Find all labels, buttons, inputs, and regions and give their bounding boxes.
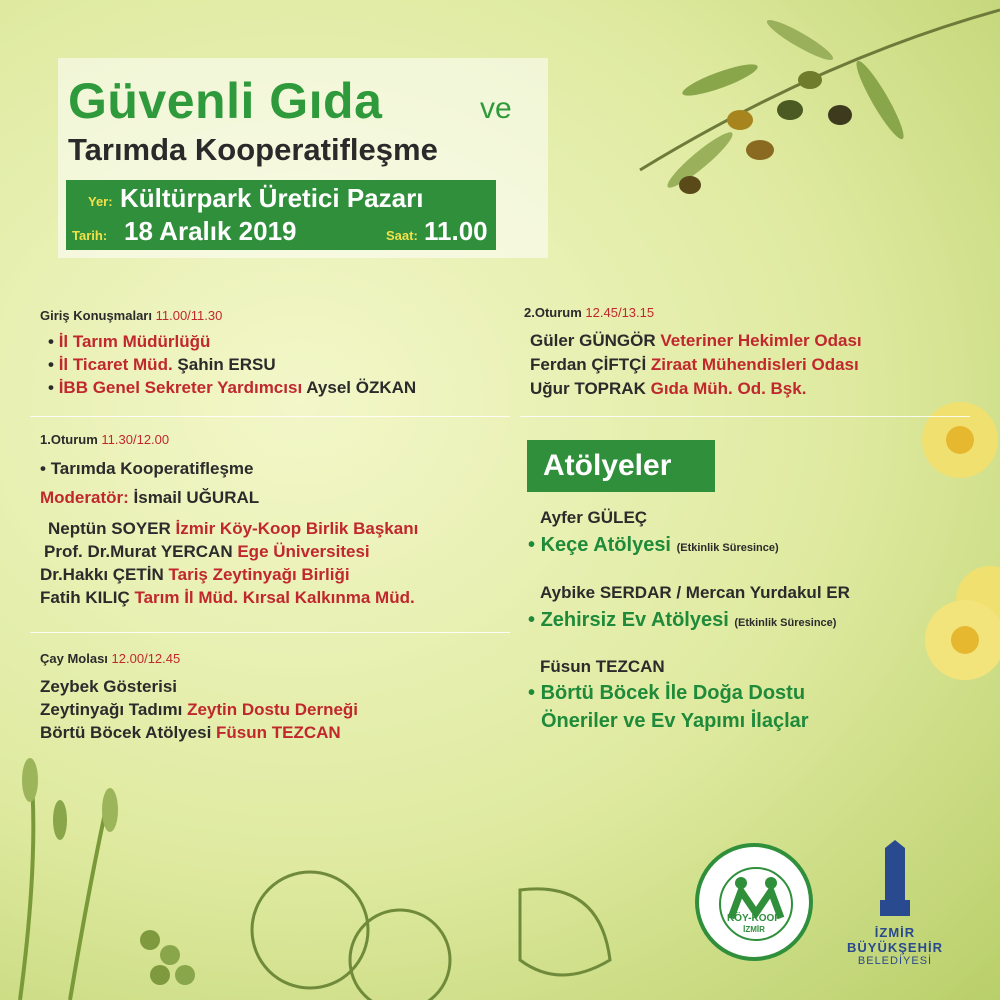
speaker-name: Güler GÜNGÖR	[530, 331, 656, 350]
workshop-item: • Börtü Böcek İle Doğa Dostu	[528, 682, 806, 704]
cay-section-title	[40, 651, 180, 666]
time-label: Saat:	[386, 228, 418, 243]
giris-item: • İBB Genel Sekreter Yardımcısı Aysel ÖZKAN	[48, 378, 417, 397]
orange-fruit-icon	[252, 872, 610, 1000]
ibb-logo	[840, 840, 950, 980]
event-title-conjunction: ve	[480, 92, 512, 125]
cay-item	[40, 699, 358, 720]
speaker-org: Veteriner Hekimler Odası	[660, 331, 862, 350]
workshop-item: • Keçe Atölyesi (Etkinlik Süresince)	[528, 534, 779, 556]
moderator-label: Moderatör:	[40, 488, 129, 507]
event-title: Güvenli Gıda	[68, 73, 383, 129]
oturum2-title: 2.Oturum	[524, 305, 582, 320]
place-label: Yer:	[88, 194, 113, 209]
oturum1-title: 1.Oturum	[40, 432, 98, 447]
olive-branch-icon	[640, 10, 1000, 194]
divider	[520, 416, 970, 417]
oturum1-topic-text: Tarımda Kooperatifleşme	[50, 459, 254, 478]
oturum2-speaker	[530, 330, 862, 351]
oturum1-section-title	[40, 432, 169, 447]
date-value: 18 Aralık 2019	[124, 216, 297, 246]
date-label: Tarih:	[72, 228, 108, 243]
event-info-box	[66, 180, 496, 250]
oturum1-time: 11.30/12.00	[101, 432, 170, 447]
time-value: 11.00	[424, 216, 488, 246]
giris-item-org: İBB Genel Sekreter Yardımcısı	[58, 378, 303, 397]
giris-title: Giriş Konuşmaları	[40, 308, 152, 323]
speaker-org: Ege Üniversitesi	[237, 542, 370, 561]
oturum2-speaker	[530, 378, 806, 399]
giris-item: • İl Tarım Müdürlüğü	[48, 332, 211, 351]
oturum2-section-title	[524, 305, 654, 320]
workshop-note: (Etkinlik Süresince)	[734, 617, 837, 629]
giris-time: 11.00/11.30	[155, 308, 223, 323]
koy-koop-logo-text	[699, 913, 809, 935]
giris-item-person: Aysel ÖZKAN	[306, 378, 417, 397]
workshop-item-continued: Öneriler ve Ev Yapımı İlaçlar	[541, 710, 809, 732]
workshop-item: • Zehirsiz Ev Atölyesi (Etkinlik Süresince)	[528, 609, 837, 631]
speaker-line	[40, 564, 350, 585]
cay-item-activity: Zeytinyağı Tadımı	[40, 700, 183, 719]
cay-item-activity: Börtü Böcek Atölyesi	[40, 723, 212, 742]
divider	[30, 416, 510, 417]
ibb-line3: BELEDİYESİ	[857, 955, 933, 967]
speaker-org: Gıda Müh. Od. Bşk.	[650, 379, 807, 398]
giris-item-org: İl Tarım Müdürlüğü	[58, 332, 211, 351]
speaker-org: Ziraat Mühendisleri Odası	[650, 355, 859, 374]
cay-item	[40, 722, 341, 743]
grapes-icon	[140, 930, 195, 985]
daffodil-icon	[922, 402, 1000, 680]
workshop-note: (Etkinlik Süresince)	[676, 542, 779, 554]
speaker-org: Tarım İl Müd. Kırsal Kalkınma Müd.	[134, 588, 415, 607]
oturum2-speaker	[530, 354, 859, 375]
ibb-line2: BÜYÜKŞEHİR	[847, 940, 943, 955]
workshop-person: Aybike SERDAR / Mercan Yurdakul ER	[540, 583, 850, 602]
cay-item	[40, 676, 177, 697]
place-value: Kültürpark Üretici Pazarı	[120, 183, 424, 213]
workshop-person: Ayfer GÜLEÇ	[540, 508, 648, 527]
workshop-person: Füsun TEZCAN	[540, 657, 665, 676]
divider	[30, 632, 510, 633]
speaker-line	[44, 541, 370, 562]
workshop-name: Keçe Atölyesi	[540, 534, 671, 556]
ibb-line1: İZMİR	[874, 925, 916, 940]
moderator-line	[40, 487, 259, 508]
moderator-name: İsmail UĞURAL	[133, 488, 260, 507]
speaker-name: Fatih KILIÇ	[40, 588, 130, 607]
oturum1-topic: • Tarımda Kooperatifleşme	[40, 459, 254, 478]
speaker-name: Neptün SOYER	[48, 519, 171, 538]
giris-item: • İl Ticaret Müd. Şahin ERSU	[48, 355, 276, 374]
cay-time: 12.00/12.45	[111, 651, 181, 666]
cay-title: Çay Molası	[40, 651, 108, 666]
speaker-name: Ferdan ÇİFTÇİ	[530, 355, 647, 374]
speaker-name: Dr.Hakkı ÇETİN	[40, 565, 164, 584]
speaker-org: İzmir Köy-Koop Birlik Başkanı	[175, 519, 419, 538]
koy-koop-city: İZMİR	[743, 925, 765, 934]
giris-section-title	[40, 308, 222, 323]
speaker-line	[48, 518, 418, 539]
speaker-name: Prof. Dr.Murat YERCAN	[44, 542, 233, 561]
koy-koop-logo	[695, 843, 813, 961]
koy-koop-name: KÖY-KOOP	[727, 913, 781, 924]
giris-item-org: İl Ticaret Müd.	[58, 355, 173, 374]
speaker-name: Uğur TOPRAK	[530, 379, 646, 398]
atolyeler-heading: Atölyeler	[527, 440, 715, 492]
workshop-name: Börtü Böcek İle Doğa Dostu	[540, 682, 806, 704]
speaker-line	[40, 587, 415, 608]
event-subtitle: Tarımda Kooperatifleşme	[68, 132, 438, 167]
cay-item-activity: Zeybek Gösterisi	[40, 677, 178, 696]
speaker-org: Tariş Zeytinyağı Birliği	[168, 565, 350, 584]
giris-item-person: Şahin ERSU	[177, 355, 276, 374]
workshop-name: Zehirsiz Ev Atölyesi	[540, 609, 729, 631]
oturum2-time: 12.45/13.15	[585, 305, 655, 320]
cay-item-host: Füsun TEZCAN	[216, 723, 341, 742]
clock-tower-icon	[840, 840, 950, 920]
cay-item-host: Zeytin Dostu Derneği	[187, 700, 359, 719]
wheat-icon	[20, 758, 118, 1000]
